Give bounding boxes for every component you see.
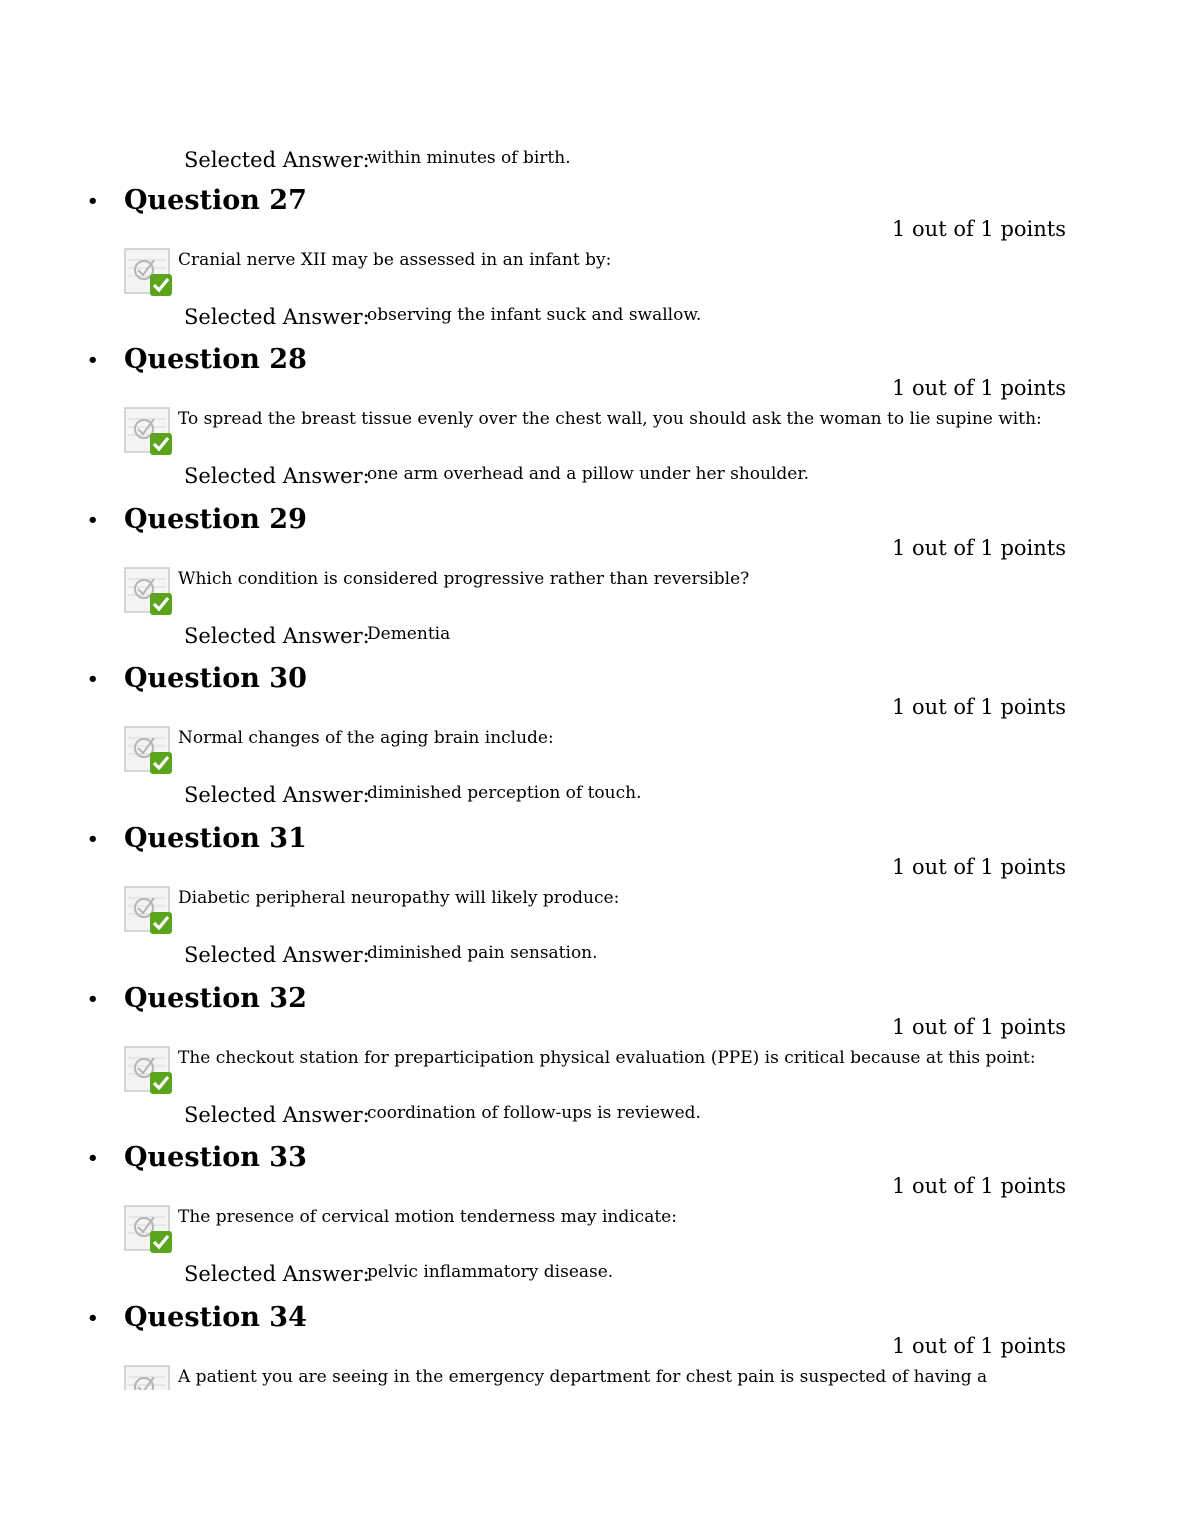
selected-answer-row: [184, 305, 1084, 335]
selected-answer-label: Selected Answer:: [184, 305, 370, 329]
correct-checkmark-icon: [124, 407, 174, 457]
question-text: Diabetic peripheral neuropathy will likely produce:: [178, 888, 620, 908]
selected-answer-label: Selected Answer:: [184, 783, 370, 807]
selected-answer-row: [184, 148, 1084, 178]
selected-answer-value: one arm overhead and a pillow under her shoulder.: [367, 464, 809, 484]
selected-answer-row: [184, 1103, 1084, 1133]
correct-checkmark-icon: [124, 726, 174, 776]
question-block: [0, 504, 1190, 664]
correct-checkmark-icon: [124, 1365, 174, 1390]
question-block: [0, 185, 1190, 345]
question-points: 1 out of 1 points: [892, 695, 1066, 719]
bullet: •: [87, 669, 99, 690]
question-points: 1 out of 1 points: [892, 536, 1066, 560]
selected-answer-label: Selected Answer:: [184, 1262, 370, 1286]
question-title: Question 27: [124, 185, 307, 216]
selected-answer-value: Dementia: [367, 624, 451, 644]
question-text: To spread the breast tissue evenly over the chest wall, you should ask the woman to lie supine with:: [178, 409, 1042, 429]
question-block: [0, 663, 1190, 823]
question-title: Question 34: [124, 1304, 307, 1333]
question-text: Which condition is considered progressive rather than reversible?: [178, 569, 750, 589]
selected-answer-label: Selected Answer:: [184, 624, 370, 648]
correct-checkmark-icon: [124, 1205, 174, 1255]
selected-answer-label: Selected Answer:: [184, 943, 370, 967]
question-block: [0, 1304, 1190, 1390]
selected-answer-label: Selected Answer:: [184, 464, 370, 488]
selected-answer-row: [184, 464, 1084, 494]
question-block: [0, 983, 1190, 1143]
selected-answer-row: [184, 624, 1084, 654]
bullet: •: [87, 350, 99, 371]
question-text: The presence of cervical motion tenderness may indicate:: [178, 1207, 677, 1227]
selected-answer-row: [184, 783, 1084, 813]
question-points: 1 out of 1 points: [892, 1334, 1066, 1358]
correct-checkmark-icon: [124, 1046, 174, 1096]
question-text: The checkout station for preparticipation physical evaluation (PPE) is critical because at this point:: [178, 1048, 1036, 1068]
bullet: •: [87, 1308, 99, 1329]
question-text: Cranial nerve XII may be assessed in an infant by:: [178, 250, 612, 270]
question-points: 1 out of 1 points: [892, 376, 1066, 400]
correct-checkmark-icon: [124, 567, 174, 617]
question-title: Question 33: [124, 1142, 307, 1173]
selected-answer-label: Selected Answer:: [184, 148, 370, 172]
bullet: •: [87, 191, 99, 212]
question-text: Normal changes of the aging brain include:: [178, 728, 554, 748]
selected-answer-value: diminished perception of touch.: [367, 783, 642, 803]
selected-answer-label: Selected Answer:: [184, 1103, 370, 1127]
selected-answer-value: coordination of follow-ups is reviewed.: [367, 1103, 701, 1123]
bullet: •: [87, 829, 99, 850]
question-points: 1 out of 1 points: [892, 1174, 1066, 1198]
bullet: •: [87, 510, 99, 531]
question-block: [0, 823, 1190, 983]
question-points: 1 out of 1 points: [892, 217, 1066, 241]
correct-checkmark-icon: [124, 886, 174, 936]
question-title: Question 29: [124, 504, 307, 535]
selected-answer-row: [184, 943, 1084, 973]
correct-checkmark-icon: [124, 248, 174, 298]
selected-answer-value: diminished pain sensation.: [367, 943, 598, 963]
question-title: Question 30: [124, 663, 307, 694]
bullet: •: [87, 1148, 99, 1169]
selected-answer-row: [184, 1262, 1084, 1292]
question-block: [0, 1142, 1190, 1302]
selected-answer-value: within minutes of birth.: [367, 148, 571, 168]
question-block: [0, 344, 1190, 504]
question-title: Question 31: [124, 823, 307, 854]
question-block-clipped: [0, 1304, 1190, 1390]
question-title: Question 32: [124, 983, 307, 1014]
question-text: A patient you are seeing in the emergency department for chest pain is suspected of having a: [178, 1367, 988, 1387]
question-points: 1 out of 1 points: [892, 1015, 1066, 1039]
question-points: 1 out of 1 points: [892, 855, 1066, 879]
question-title: Question 28: [124, 344, 307, 375]
selected-answer-value: pelvic inflammatory disease.: [367, 1262, 614, 1282]
selected-answer-value: observing the infant suck and swallow.: [367, 305, 702, 325]
bullet: •: [87, 989, 99, 1010]
